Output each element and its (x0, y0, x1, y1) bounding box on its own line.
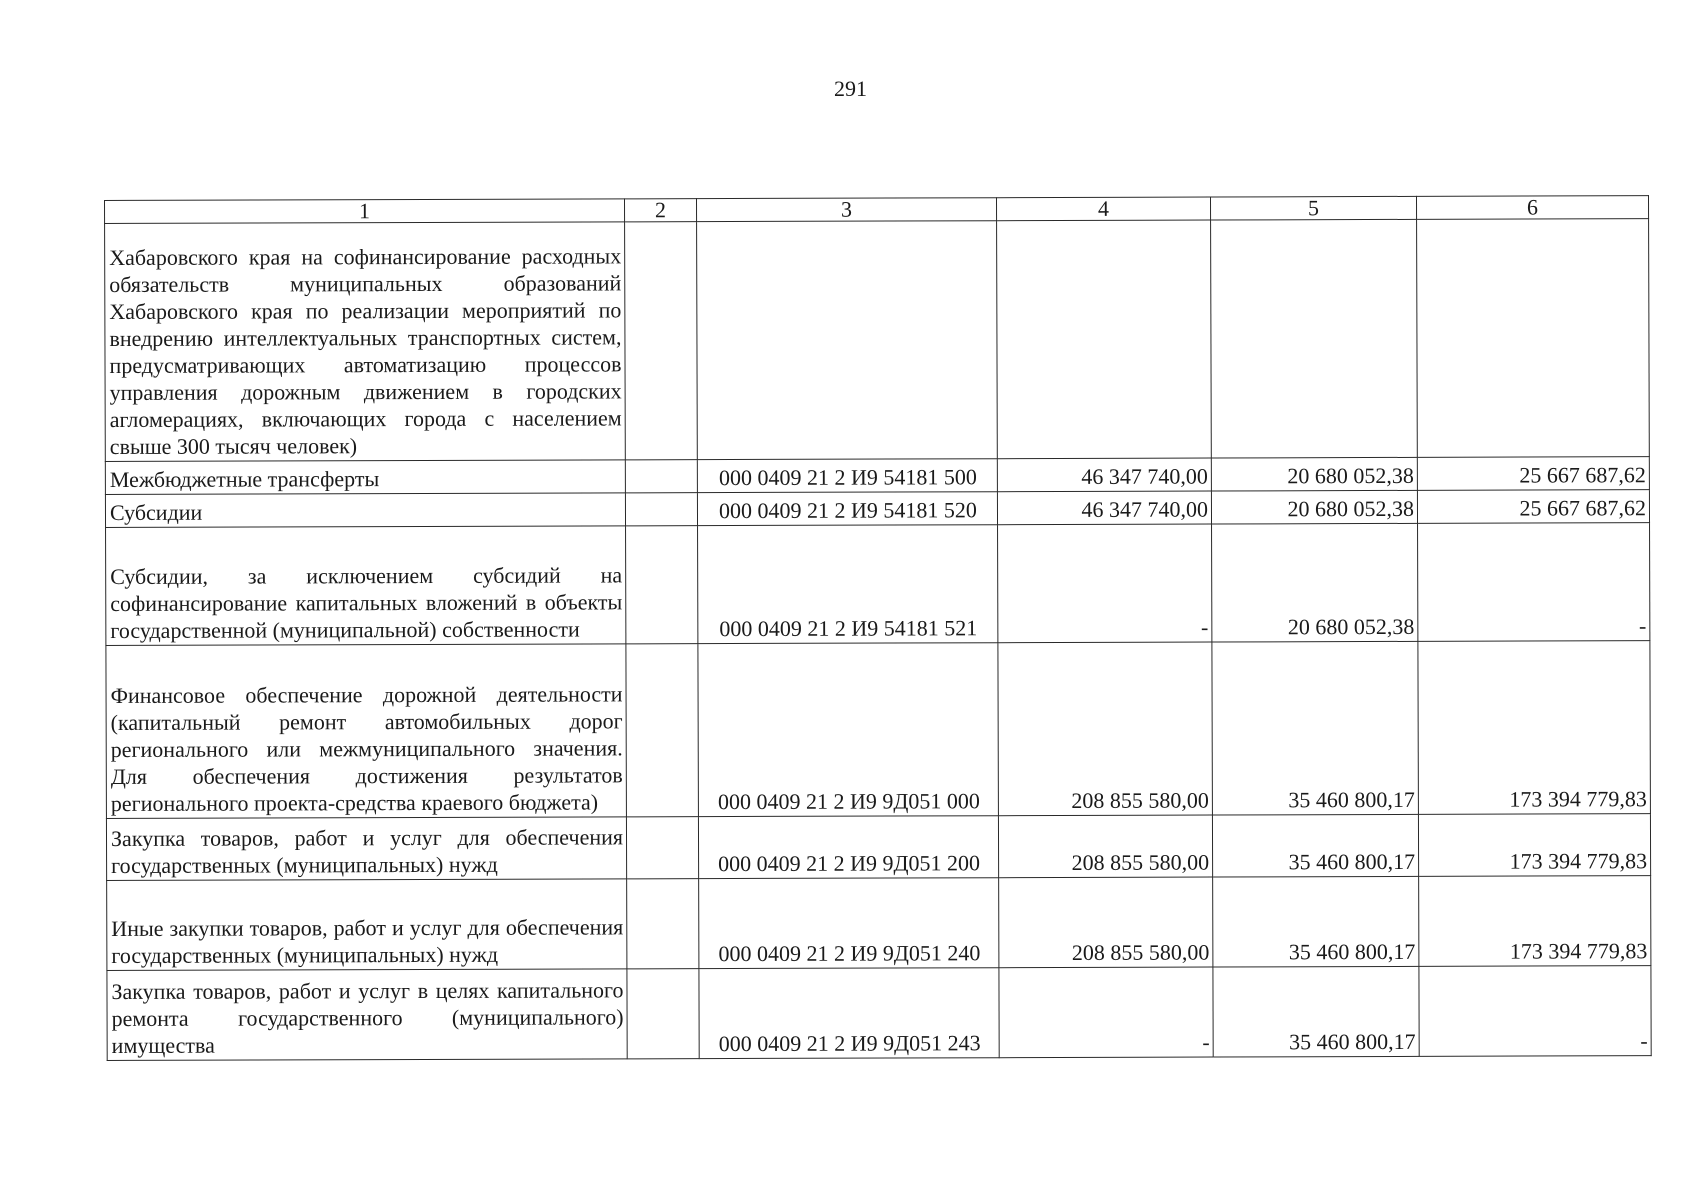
column-header-4: 4 (996, 197, 1210, 221)
table-row (106, 814, 1650, 881)
row-code: 000 0409 21 2 И9 54181 520 (697, 492, 997, 526)
row-col5: 35 460 800,17 (1213, 966, 1419, 1057)
page-number: 291 (834, 76, 867, 101)
row-col2 (625, 493, 697, 526)
column-header-1: 1 (105, 199, 625, 224)
column-header-5: 5 (1210, 196, 1416, 220)
row-description: Закупка товаров, работ и услуг для обеспечения государственных (муниципальных) нужд (106, 817, 626, 881)
row-col5: 35 460 800,17 (1213, 876, 1419, 967)
row-col2 (626, 644, 699, 817)
row-col6: - (1418, 523, 1650, 642)
row-col5: 20 680 052,38 (1212, 523, 1418, 642)
budget-table (104, 195, 1652, 1061)
row-col6: 173 394 779,83 (1418, 641, 1651, 815)
table-row (107, 966, 1651, 1061)
row-col5 (1211, 219, 1418, 458)
row-col6 (1417, 219, 1650, 458)
row-col6: 25 667 687,62 (1417, 490, 1649, 524)
column-header-2: 2 (624, 199, 696, 222)
row-col6: - (1419, 966, 1651, 1057)
table-row (106, 523, 1650, 646)
row-description: Субсидии (105, 493, 625, 528)
row-col2 (625, 460, 697, 493)
row-code: 000 0409 21 2 И9 9Д051 000 (698, 643, 999, 817)
column-header-3: 3 (696, 198, 996, 222)
row-col5: 20 680 052,38 (1211, 490, 1417, 524)
column-header-6: 6 (1416, 196, 1648, 220)
table-row (106, 641, 1651, 819)
row-col4: - (999, 967, 1213, 1058)
row-col6: 173 394 779,83 (1418, 814, 1650, 877)
row-col4: 208 855 580,00 (998, 815, 1212, 878)
row-description: Субсидии, за исключением субсидий на софинансирование капитальных вложений в объекты государственной (муниципальной) собственности (106, 526, 626, 646)
row-col2 (625, 222, 698, 460)
row-col4 (997, 220, 1212, 459)
row-code (697, 221, 998, 460)
row-code: 000 0409 21 2 И9 54181 500 (697, 459, 997, 493)
row-description: Хабаровского края на софинансирование расходных обязательств муниципальных образований Хабаровского края по реализации мероприятий по внедрению интеллектуальных транспортных систем, предусматривающих автоматизацию процессов управления дорожным движением в городских агломерациях, включающих города с населением свыше 300 тысяч человек) (105, 222, 626, 462)
row-col2 (627, 879, 699, 969)
table-row (105, 490, 1649, 528)
row-col4: 46 347 740,00 (997, 458, 1211, 492)
row-col4: 208 855 580,00 (999, 877, 1213, 968)
row-col4: 208 855 580,00 (998, 642, 1213, 816)
row-code: 000 0409 21 2 И9 9Д051 243 (699, 968, 999, 1059)
budget-table-container (104, 195, 1651, 1061)
row-col2 (627, 969, 699, 1059)
row-col4: - (998, 524, 1212, 643)
row-col4: 46 347 740,00 (997, 491, 1211, 525)
table-row (105, 457, 1649, 495)
row-description: Финансовое обеспечение дорожной деятельности (капитальный ремонт автомобильных дорог регионального или межмуниципального значения. Для обеспечения достижения результатов регионального проекта-средства краевого бюджета) (106, 644, 627, 819)
table-row (107, 876, 1651, 971)
table-row (105, 219, 1650, 462)
row-code: 000 0409 21 2 И9 9Д051 240 (699, 878, 999, 969)
row-code: 000 0409 21 2 И9 9Д051 200 (698, 816, 998, 879)
row-col5: 35 460 800,17 (1212, 641, 1419, 815)
row-col5: 35 460 800,17 (1212, 814, 1418, 877)
row-description: Иные закупки товаров, работ и услуг для обеспечения государственных (муниципальных) нужд (107, 879, 627, 971)
row-code: 000 0409 21 2 И9 54181 521 (698, 525, 998, 644)
row-col5: 20 680 052,38 (1211, 457, 1417, 491)
row-col2 (626, 817, 698, 879)
row-col2 (626, 526, 698, 644)
row-description: Закупка товаров, работ и услуг в целях капитального ремонта государственного (муниципального) имущества (107, 969, 627, 1061)
row-col6: 25 667 687,62 (1417, 457, 1649, 491)
row-description: Межбюджетные трансферты (105, 460, 625, 495)
row-col6: 173 394 779,83 (1419, 876, 1651, 967)
